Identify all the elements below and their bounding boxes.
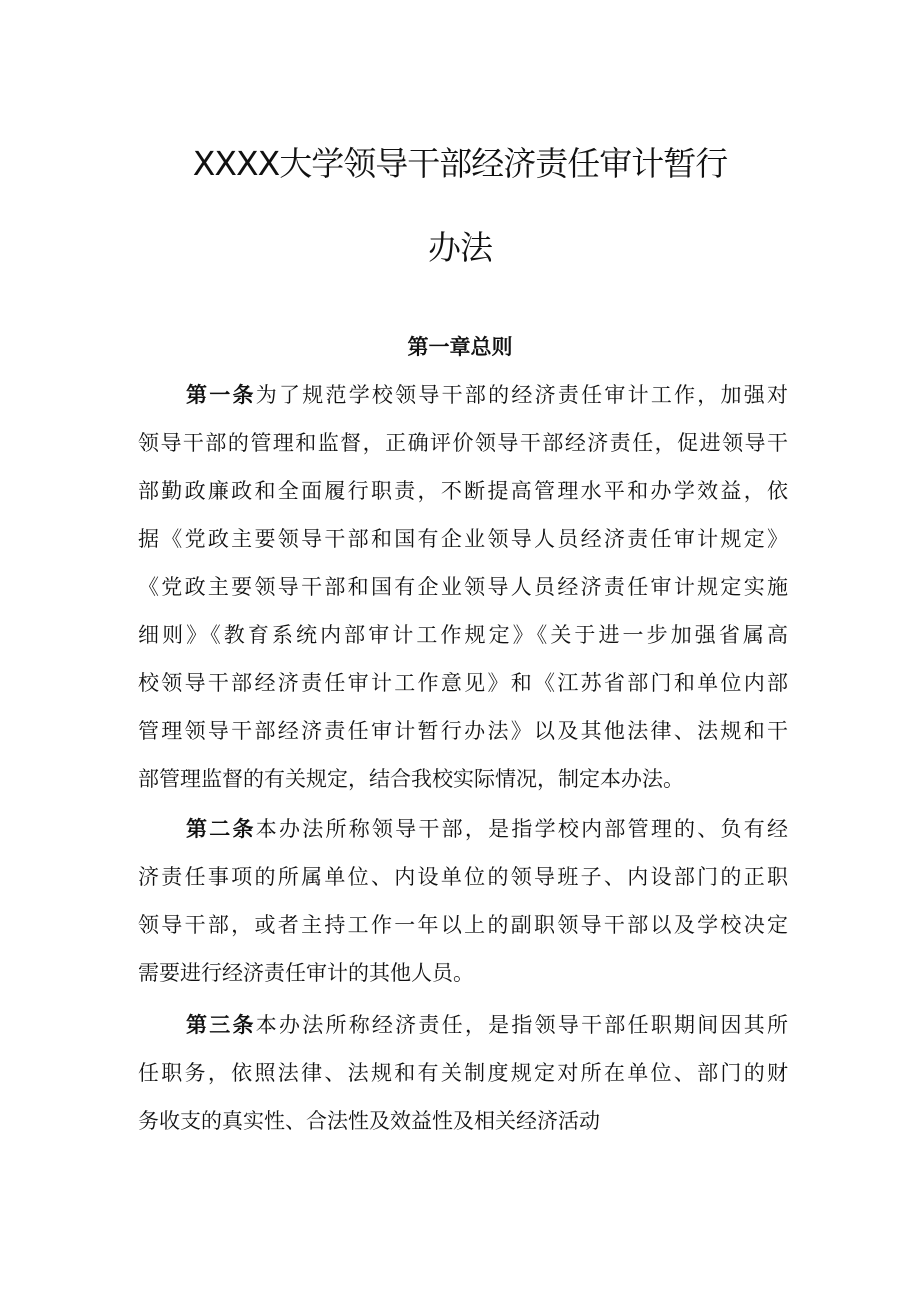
article-3-line-1 [186, 1010, 788, 1040]
article-1-line-9: 部管理监督的有关规定，结合我校实际情况，制定本办法。 [138, 767, 684, 791]
article-3-label: 第三条 [186, 1013, 256, 1037]
document-title-line-2: 办法 [428, 228, 492, 267]
article-3-line-2: 任职务，依照法律、法规和有关制度规定对所在单位、部门的财 [138, 1061, 788, 1085]
article-2-line-1 [186, 814, 788, 844]
article-1-line-3: 部勤政廉政和全面履行职责，不断提高管理水平和办学效益，依 [138, 479, 788, 503]
chapter-heading: 第一章总则 [407, 335, 513, 359]
article-3-text: 本办法所称经济责任，是指领导干部任职期间因其所 [255, 1013, 789, 1037]
article-2-text: 本办法所称领导干部，是指学校内部管理的、负有经 [255, 817, 789, 841]
article-2-line-4: 需要进行经济责任审计的其他人员。 [138, 961, 474, 985]
article-1-label: 第一条 [186, 383, 256, 407]
article-2-line-3: 领导干部，或者主持工作一年以上的副职领导干部以及学校决定 [138, 913, 788, 937]
document-title-line-1: XXXX大学领导干部经济责任审计暂行 [192, 144, 728, 183]
article-2-line-2: 济责任事项的所属单位、内设单位的领导班子、内设部门的正职 [138, 865, 788, 889]
article-1-text: 为了规范学校领导干部的经济责任审计工作，加强对 [255, 383, 789, 407]
article-1-line-5: 《党政主要领导干部和国有企业领导人员经济责任审计规定实施 [138, 575, 788, 599]
article-3-line-3: 务收支的真实性、合法性及效益性及相关经济活动 [138, 1109, 600, 1133]
article-1-line-7: 校领导干部经济责任审计工作意见》和《江苏省部门和单位内部 [138, 671, 788, 695]
article-1-line-8: 管理领导干部经济责任审计暂行办法》以及其他法律、法规和干 [138, 719, 788, 743]
article-1-line-1 [186, 380, 788, 410]
article-1-line-2: 领导干部的管理和监督，正确评价领导干部经济责任，促进领导干 [138, 431, 788, 455]
article-2-label: 第二条 [186, 817, 256, 841]
article-1-line-4: 据《党政主要领导干部和国有企业领导人员经济责任审计规定》 [138, 527, 788, 551]
article-1-line-6: 细则》《教育系统内部审计工作规定》《关于进一步加强省属高 [138, 623, 788, 647]
